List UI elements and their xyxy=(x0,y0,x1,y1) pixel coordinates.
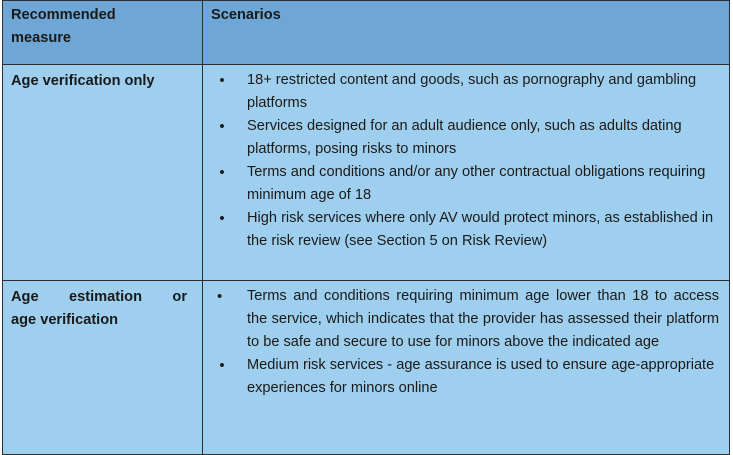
header-recommended-measure xyxy=(3,1,203,65)
scenario-text: Services designed for an adult audience only, such as adults dating platforms, posing risks to minors xyxy=(247,118,682,157)
scenario-text: Terms and conditions and/or any other contractual obligations requiring minimum age of 18 xyxy=(247,164,706,203)
list-item xyxy=(209,207,719,253)
header-scenarios: Scenarios xyxy=(203,1,730,65)
bullet-icon: • xyxy=(219,164,225,181)
recommended-measures-table xyxy=(2,0,730,455)
scenario-list xyxy=(209,285,719,400)
bullet-icon: • xyxy=(217,288,223,305)
list-item xyxy=(209,354,719,400)
scenario-list xyxy=(209,69,719,253)
scenario-text: High risk services where only AV would protect minors, as established in the risk review (see Section 5 on Risk Review) xyxy=(247,210,714,249)
measure-word: or xyxy=(172,289,187,305)
scenarios-cell xyxy=(203,281,730,455)
scenario-text: 18+ restricted content and goods, such as pornography and gambling platforms xyxy=(247,72,697,111)
measure-word: Age xyxy=(11,289,39,305)
header-col1-line2: measure xyxy=(11,30,72,46)
measure-word: estimation xyxy=(69,289,142,305)
measure-line2: age verification xyxy=(11,312,119,328)
bullet-icon: • xyxy=(219,357,225,374)
scenario-text: Medium risk services - age assurance is used to ensure age-appropriate experiences for minors online xyxy=(247,357,715,396)
table-header-row xyxy=(3,1,730,65)
bullet-icon: • xyxy=(219,118,225,135)
header-col1-line1: Recommended xyxy=(11,7,116,23)
list-item xyxy=(209,69,719,115)
measure-age-estimation-or-verification xyxy=(3,281,203,455)
list-item xyxy=(209,285,719,354)
list-item xyxy=(209,161,719,207)
table-row xyxy=(3,281,730,455)
measure-line1 xyxy=(11,286,187,309)
list-item xyxy=(209,115,719,161)
bullet-icon: • xyxy=(219,72,225,89)
table-row xyxy=(3,65,730,281)
bullet-icon: • xyxy=(219,210,225,227)
scenarios-cell xyxy=(203,65,730,281)
scenario-text: Terms and conditions requiring minimum age lower than 18 to access the service, which indicates that the provider has assessed their platform to be safe and secure to use for minors above the indicated age xyxy=(247,288,719,350)
measure-age-verification-only: Age verification only xyxy=(3,65,203,281)
